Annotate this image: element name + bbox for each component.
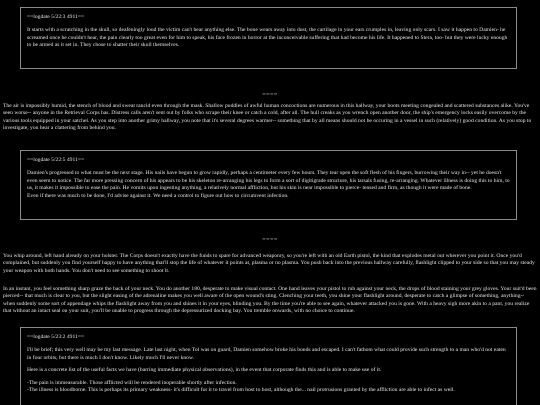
log-entry-1 [20,7,517,69]
narration-paragraph-1: The air is impossibly humid, the stench of blood and sweat rancid even through the mask. Shallow puddles of awful human concoctions are numerous in this hallway, your boots meeting congealed and scattered substances alike. You've seen worse-- anyone in the Retrieval Corps has. Distress calls aren't sent out by folks who scrape their knee or catch a cold, after all. The hull creaks as you wrench open another door, the ship's emergency locks easily overcome by the various tools equipped in your satchel. As you step into another grimy hallway, you note that it's several degrees warmer-- something that by all means should not be occuring in a vessel in such (relatively) good condition. As you stop to investigate, you hear a clattering from behind you. [3,103,532,132]
log-body-3b: Here is a concrete list of the useful facts we have (barring immediate physical observations), in the event that corporate finds this and is able to make use of it. [27,367,382,374]
log-body-2b: Even if there was much to be done, I'd advise against it. We need a control to figure out how to circumvent infection. [27,192,289,199]
log-entry-2 [20,150,517,220]
narration-paragraph-2: You whip around, left hand already on your holster. The Corps doesn't exactly have the funds to spare for advanced weaponry, so you're left with an old Earth pistol, the kind that explodes metal out wherever you point it. Once you'd complained, but suddenly you find yourself happy to have anything that'll stop the life of whatever it points at, plasma or no plasma. You push back into the previous hallway carefully, flashlight clipped to your side so that you may steady your weapon with both hands. You don't need to see something to shoot it. [3,253,535,274]
log-list-item-2: -The illness is bloodborne. This is perhaps its primary weakness- it's difficult for it to travel from host to host, although the... nail protrusions granted by the affliction are able to infect as well. [27,387,455,394]
log-body-1: It starts with a scratching in the skull, so deafeningly loud the victim can't hear anything else. The bone wears away into dust, the cartilage in your ears crumples in, leaving only scars. I saw it happen to Damien- he screamed once he couldn't hear, the pain clearly too great even for him to speak, his face frozen in horror at the inconceivable suffering that had become his life. It happened to Stera, too- but they were lucky enough to be armed as it set in. They chose to shatter their skull themselves. [27,27,508,49]
log-header-1: ==logdate 5/22:3 4911== [27,14,85,20]
log-header-3: ==logdate 5/23:2 4911== [27,334,85,340]
log-header-2: ==logdate 5/22:5 4911== [27,157,85,163]
section-divider-1: ==== [262,92,278,98]
log-list-item-1: -The pain is immeasurable. Those afflicted will be rendered inoperable shortly after infection. [27,379,237,386]
narration-paragraph-3: In an instant, you feel something sharp graze the back of your neck. You do another 180, desperate to make visual contact. One hand leaves your pistol to rub against your neck, the drops of blood staining your grey gloves. Your suit'd been pierced-- that much is clear to you, but the slight easing of the adrenaline makes you well aware of the open wound's sting. Clenching your teeth, you shine your flashlight around, desperate to catch a glimpse of something, anything-- when suddenly some sort of appendage whips the flashlight away from you and shines it in your eyes, blinding you. By the time you're able to see again, whatever attacked you is gone. With a heavy sigh more akin to a pant, you realize that without an intact seal on your suit, you'll be unable to progress through the depressurized docking bay. You tremble onwards, with no choice to continue. [3,286,537,315]
log-body-2a: Damien's progressed to what must be the next stage. His nails have begun to grow rapidly, perhaps a centimeter every few hours. They tear open the soft flesh of his fingers, burrowing their way in-- yet he doesn't even seem to notice. The far more pressing concern of his appears to be his skeleton re-arranging his legs to form a sort of digitigrade structure, his tarsals fusing, re-arranging. Whatever illness is doing this to him, to us, it makes it impossible to ease the pain. He vomits upon ingesting anything, a relatively normal affliction, but his skin is near impossible to pierce- tensed and firm, as though it were made of bone. [27,170,510,192]
section-divider-2: ==== [262,237,278,243]
log-entry-3 [20,327,517,405]
log-body-3a: I'll be brief; this very well may be my last message. Late last night, when Tol was on guard, Damien somehow broke his bonds and escaped. I can't fathom what could provide such strength to a man who'd not eaten in four orbits, but there is much I don't know. Likely much I'll never know. [27,347,506,361]
